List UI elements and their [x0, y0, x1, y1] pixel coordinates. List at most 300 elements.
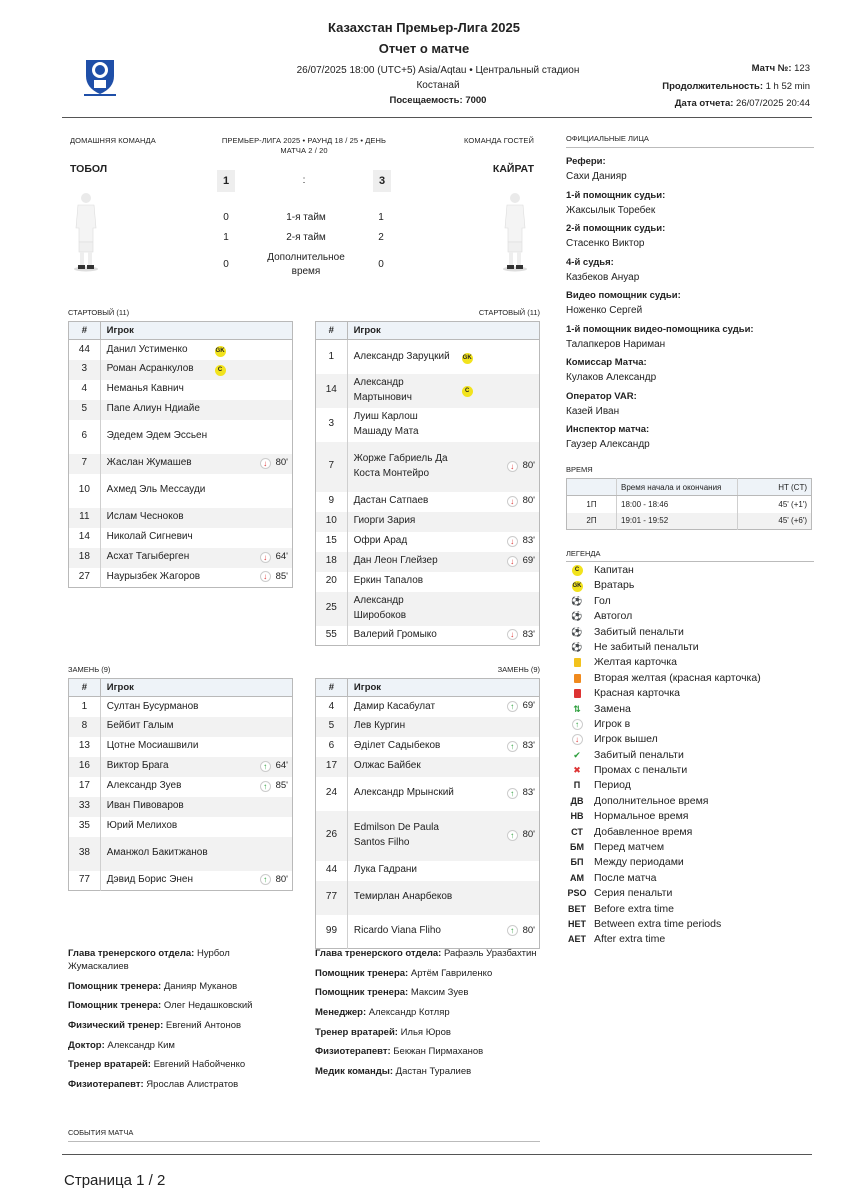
- player-row: [316, 737, 540, 757]
- staff-member: [315, 1065, 545, 1078]
- legend-label: Замена: [594, 702, 631, 715]
- legend-item: [566, 932, 814, 947]
- badge-cell: [215, 508, 248, 528]
- event-minute: 83': [522, 739, 535, 751]
- official-name: Талапкеров Нариман: [566, 338, 666, 350]
- event-cell: [495, 717, 540, 737]
- legend-abbreviation: ДВ: [570, 795, 584, 806]
- badge-cell: [462, 757, 495, 777]
- event-cell: [248, 420, 293, 454]
- player-name: Александр Зуев: [106, 780, 182, 792]
- event-cell: [495, 697, 540, 717]
- player-number: 18: [316, 552, 348, 572]
- legend-label: Капитан: [594, 564, 634, 576]
- away-team-label: КОМАНДА ГОСТЕЙ: [464, 136, 534, 145]
- home-starting-table: [68, 321, 293, 588]
- player-number: 14: [316, 374, 348, 408]
- legend-item: [566, 794, 814, 809]
- away-subs-label: ЗАМЕНЬ (9): [497, 665, 540, 674]
- captain-badge: C: [462, 386, 473, 397]
- badge-cell: [462, 592, 495, 626]
- event-cell: [248, 757, 293, 777]
- player-name: Темирлан Анарбеков: [347, 881, 462, 915]
- player-name: Юрий Мелихов: [106, 820, 178, 832]
- time-row-range: 18:00 - 18:46: [617, 496, 738, 513]
- player-number: 3: [316, 408, 348, 442]
- player-name: Дэвид Борис Энен: [106, 874, 193, 885]
- away-subs-table: [315, 678, 540, 949]
- event-cell: [248, 360, 293, 380]
- legend-item: [566, 748, 814, 763]
- legend-label: Перед матчем: [594, 841, 665, 854]
- event-cell: [495, 737, 540, 757]
- player-row: [316, 374, 540, 408]
- player-number: 44: [69, 340, 101, 360]
- player-name: Наурызбек Жагоров: [106, 571, 201, 582]
- event-cell: [495, 532, 540, 552]
- legend-item: [566, 655, 814, 670]
- badge-cell: [215, 568, 248, 588]
- official-role: Видео помощник судьи:: [566, 290, 681, 301]
- event-minute: 85': [275, 570, 288, 582]
- league-logo: [80, 54, 120, 98]
- legend-label: Желтая карточка: [594, 656, 678, 669]
- event-minute: 80': [522, 459, 535, 471]
- player-name: Эдедем Эдем Эссьен: [106, 430, 208, 442]
- staff-role: Менеджер:: [315, 1007, 367, 1019]
- badge-cell: [462, 626, 495, 646]
- badge-cell: [215, 528, 248, 548]
- player-name: Ахмед Эль Мессауди: [106, 484, 206, 496]
- official-role: Оператор VAR:: [566, 390, 637, 402]
- official-role: Комиссар Матча:: [566, 357, 647, 368]
- player-number: 33: [69, 797, 101, 817]
- page-number: Страница 1 / 2: [64, 1172, 166, 1189]
- player-row: [69, 817, 293, 837]
- event-cell: [495, 442, 540, 492]
- event-cell: [495, 408, 540, 442]
- legend-item: [566, 902, 814, 917]
- badge-cell: [462, 861, 495, 881]
- time-row-ht: 45' (+1'): [778, 499, 807, 509]
- player-row: [316, 626, 540, 646]
- legend-item: [566, 917, 814, 932]
- staff-name: Артём Гавриленко: [410, 967, 493, 979]
- player-name: Цотне Мосиашвили: [106, 740, 199, 752]
- official-name: Стасенко Виктор: [566, 238, 645, 249]
- captain-icon: [566, 563, 588, 578]
- staff-member: [315, 1026, 545, 1039]
- red-card-icon: [566, 686, 588, 701]
- player-row: [69, 360, 293, 380]
- legend-label: Игрок вышел: [594, 733, 658, 746]
- official-name: Казей Иван: [566, 405, 620, 417]
- event-minute: 69': [522, 554, 535, 566]
- player-row: [69, 737, 293, 757]
- official-name: Жаксылык Торебек: [566, 204, 656, 216]
- player-name: Ислам Чесноков: [100, 508, 214, 528]
- official-name: Сахи Данияр: [566, 171, 627, 182]
- badge-cell: [215, 454, 248, 474]
- player-row: [69, 568, 293, 588]
- player-name: Александр Мартынович: [347, 374, 462, 408]
- player-number: 17: [316, 757, 348, 777]
- away-staff: [315, 947, 545, 1085]
- player-name: Дан Леон Глейзер: [347, 552, 462, 572]
- event-minute: 64': [275, 759, 288, 771]
- goalkeeper-badge: GK: [215, 346, 226, 357]
- event-minute: 80': [522, 494, 535, 506]
- event-cell: [495, 777, 540, 811]
- staff-name: Ярослав Алистратов: [146, 1079, 239, 1091]
- legend-label: Before extra time: [594, 902, 674, 915]
- legend-label: Забитый пенальти: [594, 625, 684, 638]
- player-row: [69, 757, 293, 777]
- badge-cell: [215, 817, 247, 837]
- player-out-icon: ↓: [507, 496, 518, 507]
- player-name: Дамир Касабулат: [353, 700, 436, 712]
- player-row: [316, 881, 540, 915]
- staff-name: Евгений Набойченко: [153, 1059, 246, 1071]
- player-name: Гиорги Зария: [347, 512, 462, 532]
- official-role: 4-й судья:: [566, 256, 614, 268]
- player-row: [69, 871, 293, 891]
- legend-label: Добавленное время: [594, 825, 693, 838]
- player-number: 24: [316, 777, 348, 811]
- badge-cell: [462, 572, 495, 592]
- player-in-icon: ↑: [260, 761, 271, 772]
- legend-label: Игрок в: [594, 717, 631, 730]
- player-number: 55: [316, 626, 348, 646]
- home-subs-label: ЗАМЕНЬ (9): [68, 665, 111, 674]
- event-cell: [248, 548, 293, 568]
- badge-cell: [462, 552, 495, 572]
- player-row: [69, 528, 293, 548]
- staff-name: Александр Котляр: [368, 1007, 450, 1019]
- staff-member: [68, 1078, 293, 1091]
- player-name: Валерий Громыко: [353, 629, 437, 640]
- col-number-header: #: [69, 322, 101, 340]
- attendance: Посещаемость: 7000: [389, 95, 487, 106]
- official-name: Ноженко Сергей: [566, 305, 643, 316]
- legend-item: [566, 686, 814, 701]
- col-player-header: Игрок: [347, 679, 539, 697]
- period-1-home: 0: [223, 212, 229, 223]
- badge-dot: GK: [572, 581, 583, 592]
- badge-cell: [462, 532, 495, 552]
- footer-divider: [62, 1154, 812, 1155]
- legend-item: [566, 625, 814, 640]
- event-cell: [248, 737, 293, 757]
- legend-item: [566, 825, 814, 840]
- event-cell: [495, 572, 540, 592]
- player-row: [316, 811, 540, 861]
- card-shape: [574, 674, 581, 683]
- badge-cell: [462, 881, 495, 915]
- substitution-icon: ⇅: [573, 703, 581, 714]
- own-goal-icon: ⚽: [571, 611, 583, 622]
- event-cell: [495, 915, 540, 949]
- event-minute: 80': [522, 828, 535, 840]
- player-name: Папе Алиун Ндиайе: [100, 400, 214, 420]
- legend-label: Дополнительное время: [594, 794, 709, 807]
- city: Костанай: [416, 80, 460, 91]
- staff-role: Помощник тренера:: [68, 1000, 162, 1012]
- event-cell: [495, 861, 540, 881]
- staff-role: Медик команды:: [315, 1066, 393, 1078]
- player-number: 10: [316, 512, 348, 532]
- goalkeeper-icon: [566, 578, 588, 593]
- event-cell: [495, 811, 540, 861]
- player-name: Әділет Садыбеков: [353, 740, 441, 752]
- player-out-icon: ↓: [260, 552, 271, 563]
- player-row: [316, 442, 540, 492]
- official-entry: [566, 390, 814, 424]
- player-name: Бейбит Галым: [100, 717, 215, 737]
- event-cell: [248, 837, 293, 871]
- time-col-ht: HT (CT): [738, 479, 812, 496]
- player-name: Аманжол Бакитжанов: [100, 837, 215, 871]
- legend-abbreviation: НВ: [570, 811, 584, 822]
- player-row: [316, 757, 540, 777]
- player-row: [316, 697, 540, 717]
- legend-item: [566, 578, 814, 593]
- officials-divider: [566, 147, 814, 148]
- badge-cell: [215, 871, 247, 891]
- badge-cell: [215, 548, 248, 568]
- player-name: Александр Широбоков: [347, 592, 462, 626]
- table-header-row: [69, 322, 293, 340]
- badge-cell: [462, 777, 495, 811]
- player-in-icon: ↑: [507, 925, 518, 936]
- legend-abbreviation: БП: [570, 857, 584, 868]
- badge-cell: [462, 512, 495, 532]
- badge-cell: [215, 757, 247, 777]
- match-number: Матч №: 123: [751, 63, 810, 74]
- legend-item: [566, 717, 814, 732]
- player-name: Неманья Кавнич: [106, 383, 184, 395]
- staff-role: Помощник тренера:: [68, 980, 162, 992]
- staff-name: Рафаэль Уразбахтин: [443, 948, 537, 959]
- col-number-header: #: [316, 679, 348, 697]
- player-number: 38: [69, 837, 101, 871]
- player-name: Роман Асранкулов: [100, 360, 214, 380]
- official-role: Рефери:: [566, 156, 606, 167]
- staff-member: [68, 947, 293, 973]
- event-cell: [495, 552, 540, 572]
- player-number: 5: [316, 717, 348, 737]
- card-shape: [574, 689, 581, 698]
- player-name: Николай Сигневич: [106, 531, 193, 543]
- official-name: Кулаков Александр: [566, 372, 657, 383]
- official-entry: [566, 222, 814, 256]
- match-duration: Продолжительность: 1 h 52 min: [662, 81, 810, 92]
- staff-member: [68, 1058, 293, 1071]
- legend-abbreviation: BET: [568, 903, 586, 914]
- staff-role: Глава тренерского отдела:: [315, 948, 442, 959]
- badge-cell: [215, 797, 247, 817]
- player-row: [69, 420, 293, 454]
- officials-list: [566, 155, 814, 457]
- event-cell: [248, 454, 293, 474]
- match-events-heading: СОБЫТИЯ МАТЧА: [68, 1128, 134, 1137]
- player-out-icon: ↓: [260, 571, 271, 582]
- player-number: 10: [69, 474, 101, 508]
- player-number: 25: [316, 592, 348, 626]
- ring-glyph: ↓: [572, 734, 583, 745]
- staff-role: Доктор:: [68, 1039, 105, 1051]
- period-et-label: Дополнительное время: [267, 252, 345, 277]
- legend-divider: [566, 561, 814, 562]
- event-cell: [495, 492, 540, 512]
- player-out-icon: [566, 732, 588, 747]
- badge-cell: [462, 737, 495, 757]
- goal-icon: ⚽: [571, 595, 583, 606]
- legend-label: Забитый пенальти: [594, 748, 684, 761]
- player-row: [316, 717, 540, 737]
- player-number: 35: [69, 817, 101, 837]
- col-player-header: Игрок: [347, 322, 539, 340]
- legend-label: Нормальное время: [594, 810, 689, 823]
- staff-name: Илья Юров: [400, 1026, 451, 1038]
- legend-label: After extra time: [594, 933, 666, 946]
- player-name: Офри Арад: [353, 535, 408, 547]
- staff-member: [315, 1045, 545, 1058]
- staff-name: Нурбол Жумаскалиев: [68, 948, 230, 972]
- player-row: [316, 512, 540, 532]
- player-number: 16: [69, 757, 101, 777]
- legend-label: Не забитый пенальти: [594, 640, 699, 653]
- badge-cell: [215, 717, 247, 737]
- badge-cell: [462, 915, 495, 949]
- player-row: [316, 492, 540, 512]
- player-number: 8: [69, 717, 101, 737]
- second-yellow-icon: [566, 671, 588, 686]
- badge-cell: [462, 340, 495, 374]
- player-row: [69, 340, 293, 360]
- card-shape: [574, 658, 581, 667]
- official-entry: [566, 256, 814, 290]
- legend-label: Серия пенальти: [594, 887, 673, 900]
- player-out-icon: ↓: [507, 629, 518, 640]
- player-row: [69, 837, 293, 871]
- player-number: 5: [69, 400, 101, 420]
- player-row: [69, 717, 293, 737]
- event-cell: [248, 717, 293, 737]
- event-cell: [495, 374, 540, 408]
- staff-role: Тренер вратарей:: [315, 1026, 398, 1038]
- player-row: [69, 508, 293, 528]
- ring-glyph: ↑: [572, 719, 583, 730]
- event-minute: 69': [522, 700, 535, 712]
- col-number-header: #: [69, 679, 101, 697]
- captain-badge: C: [215, 365, 226, 376]
- staff-name: Олег Недашковский: [163, 1000, 253, 1012]
- player-in-icon: [566, 717, 588, 732]
- legend-heading: ЛЕГЕНДА: [566, 549, 601, 558]
- period-1-label: 1-я тайм: [286, 212, 326, 223]
- player-number: 27: [69, 568, 101, 588]
- legend-label: Вторая желтая (красная карточка): [594, 671, 761, 684]
- player-name: Жорже Габриель Да Коста Монтейро: [347, 442, 462, 492]
- legend-abbreviation: AET: [568, 934, 586, 945]
- player-name: Александр Заруцкий: [353, 350, 450, 362]
- home-starting-label: СТАРТОВЫЙ (11): [68, 308, 130, 317]
- yellow-card-icon: [566, 655, 588, 670]
- event-minute: 80': [275, 873, 288, 885]
- home-team-label: ДОМАШНЯЯ КОМАНДА: [70, 136, 156, 145]
- time-heading: ВРЕМЯ: [566, 465, 593, 474]
- event-cell: [248, 528, 293, 548]
- badge-cell: [215, 360, 248, 380]
- player-number: 17: [69, 777, 101, 797]
- player-row: [69, 777, 293, 797]
- player-row: [69, 548, 293, 568]
- away-starting-label: СТАРТОВЫЙ (11): [478, 308, 540, 317]
- goalkeeper-badge: GK: [462, 353, 473, 364]
- event-minute: 83': [522, 628, 535, 640]
- time-row-ht: 45' (+6'): [738, 513, 812, 530]
- legend-abbreviation: БМ: [570, 842, 584, 853]
- legend-label: Красная карточка: [594, 687, 680, 700]
- player-number: 77: [316, 881, 348, 915]
- event-cell: [248, 697, 293, 717]
- legend-label: Between extra time periods: [594, 917, 722, 930]
- player-row: [69, 400, 293, 420]
- event-cell: [495, 592, 540, 626]
- player-number: 15: [316, 532, 348, 552]
- player-number: 26: [316, 811, 348, 861]
- badge-cell: [462, 697, 495, 717]
- player-number: 7: [69, 454, 101, 474]
- player-number: 11: [69, 508, 101, 528]
- staff-name: Бекжан Пирмаханов: [393, 1046, 484, 1058]
- period-et-home: 0: [223, 259, 229, 270]
- player-row: [316, 572, 540, 592]
- period-2-home: 1: [223, 232, 229, 243]
- col-player-header: Игрок: [100, 322, 292, 340]
- shootout-scored-icon: ✔: [573, 749, 581, 760]
- player-in-icon: ↑: [507, 701, 518, 712]
- events-divider: [68, 1141, 540, 1142]
- event-cell: [495, 340, 540, 374]
- badge-cell: [462, 374, 495, 408]
- event-cell: [248, 777, 293, 797]
- staff-member: [315, 986, 545, 999]
- player-number: 1: [69, 697, 101, 717]
- player-row: [69, 454, 293, 474]
- col-player-header: Игрок: [100, 679, 292, 697]
- staff-role: Физиотерапевт:: [315, 1046, 391, 1058]
- time-table: [566, 478, 812, 530]
- legend-abbreviation: PSO: [567, 888, 587, 899]
- staff-member: [315, 947, 545, 960]
- player-row: [316, 915, 540, 949]
- officials-heading: ОФИЦИАЛЬНЫЕ ЛИЦА: [566, 134, 649, 143]
- report-title: Отчет о матче: [378, 41, 470, 56]
- staff-member: [68, 1019, 293, 1032]
- staff-name: Данияр Муканов: [163, 980, 238, 992]
- period-2-label: 2-я тайм: [286, 232, 326, 243]
- datetime-venue: 26/07/2025 18:00 (UTC+5) Asia/Aqtau • Центральный стадион: [296, 65, 580, 76]
- event-cell: [248, 508, 293, 528]
- shootout-missed-icon: ✖: [573, 765, 581, 776]
- official-name: Гаузер Александр: [566, 439, 650, 450]
- staff-name: Максим Зуев: [410, 987, 469, 999]
- player-name: Олжас Байбек: [347, 757, 462, 777]
- player-in-icon: ↑: [507, 741, 518, 752]
- player-name: Лев Кургин: [347, 717, 462, 737]
